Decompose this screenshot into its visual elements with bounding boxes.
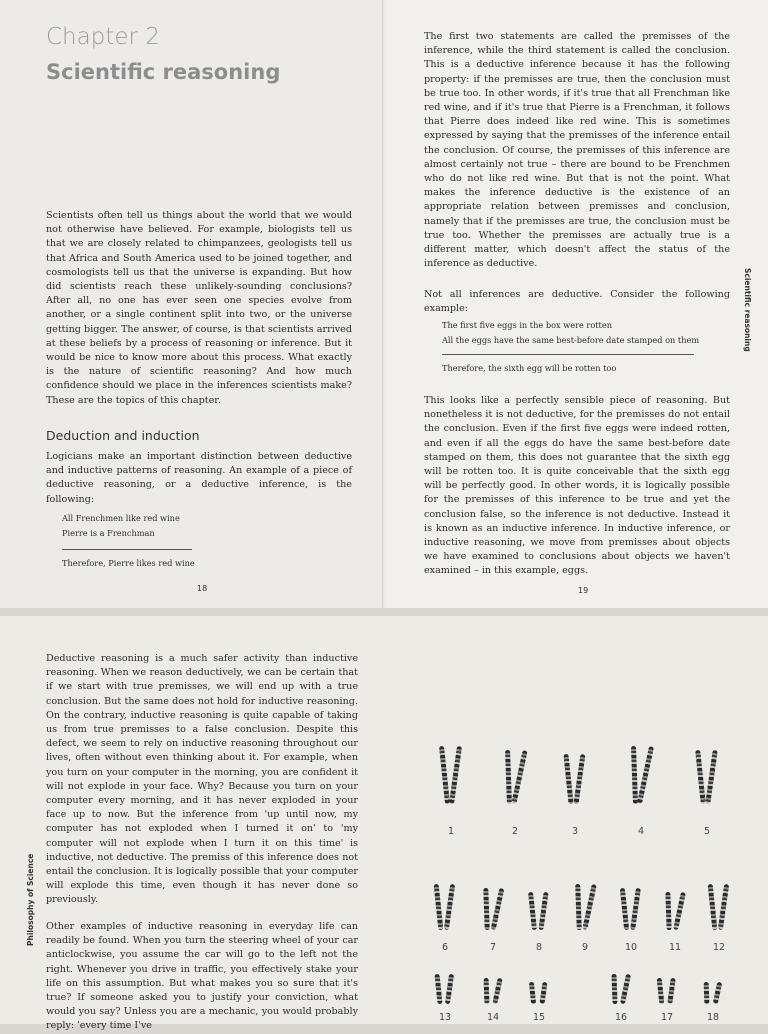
page19-paragraph-3: This looks like a perfectly sensible piece of reasoning. But nonetheless it is not deductive, for the premisses do not entail the conclusion. Even if the first five eggs were indeed rotten, and even if all the eggs do have the same best-before date stamped on them, this does not guarantee that the sixth egg will be rotten too. It is quite conceivable that the sixth egg will be perfectly good. In other words, it is logically possible for the premisses of this inference to be true and yet the conclusion false, so the inference is not deductive. Instead it is known as an inductive inference. In inductive inference, or inductive reasoning, we move from premisses about objects we have examined to conclusions about objects we haven't examined – in this example, eggs.	[424, 395, 730, 577]
page19-paragraph-1: The first two statements are called the premisses of the inference, while the third statement is called the conclusion. This is a deductive inference because it has the following property: if the premisses are true, then the conclusion must be true too. In other words, if it's true that all Frenchman like red wine, and if it's true that Pierre is a Frenchman, it follows that Pierre does indeed like red wine. This is sometimes expressed by saying that the premisses of the inference entail the conclusion. Of course, the premisses of this inference are almost certainly not true – there are bound to be Frenchmen who do not like red wine. But that is not the point. What makes the inference deductive is the existence of an appropriate relation between premisses and conclusion, namely that if the premisses are true, the conclusion must be true too. Whether the premisses are actually true is a different matter, which doesn't affect the status of the inference as deductive.	[424, 31, 730, 270]
chromosome	[511, 750, 527, 804]
chromosome-number-label: 16	[614, 1012, 628, 1023]
chromosome-number-label: 17	[660, 1012, 674, 1023]
egg-premise-1: The first five eggs in the box were rotten	[442, 320, 612, 330]
chromosome	[574, 754, 586, 804]
chromosome	[620, 888, 629, 930]
chromosome	[718, 884, 729, 930]
chromosome-number-label: 8	[535, 942, 543, 953]
example-conclusion: Therefore, Pierre likes red wine	[62, 558, 195, 568]
section-heading: Deduction and induction	[46, 428, 200, 443]
chromosome	[657, 978, 665, 1004]
chromosome-number-label: 4	[637, 826, 645, 837]
egg-conclusion: Therefore, the sixth egg will be rotten too	[442, 363, 617, 373]
chromosome	[528, 892, 537, 930]
chromosome	[575, 884, 582, 930]
running-head-right: Scientific reasoning	[743, 268, 752, 352]
chromosome	[582, 884, 596, 930]
chromosome	[434, 884, 444, 930]
chromosome	[673, 892, 686, 930]
chromosome	[439, 746, 450, 804]
chromosome	[505, 750, 512, 804]
chromosome-number-label: 5	[703, 826, 711, 837]
chromosome-number-label: 18	[706, 1012, 720, 1023]
chromosome-number-label: 6	[441, 942, 449, 953]
page20-paragraph-1: Deductive reasoning is a much safer activity than inductive reasoning. When we reason deductively, we can be certain that if we start with true premisses, we will end up with a true conclusion. But the same does not hold for inductive reasoning. On the contrary, inductive reasoning is quite capable of taking us from true premisses to a false conclusion. Despite this defect, we seem to rely on inductive reasoning throughout our lives, often without even thinking about it. For example, when you turn on your computer in the morning, you are confident it will not explode in your face. Why? Because you turn on your computer every morning, and it has never exploded in your face up to now. But the inference from 'up until now, my computer has not exploded when I turned it on' to 'my computer will not explode when I turn it on this time' is inductive, not deductive. The premiss of this inference does not entail the conclusion. It is logically possible that your computer will explode this time, even though it has never done so previously.	[46, 653, 358, 906]
chromosome	[444, 884, 455, 930]
chromosome	[708, 884, 718, 930]
chromosome	[434, 974, 442, 1004]
egg-premise-2: All the eggs have the same best-before date stamped on them	[442, 335, 700, 345]
page-20	[0, 616, 392, 1032]
chromosome	[492, 978, 502, 1004]
page20-paragraph-2: Other examples of inductive reasoning in everyday life can readily be found. When you turn the steering wheel of your car anticlockwise, you assume the car will go to the left not the right. Whenever you drive in traffic, you effectively stake your life on this assumption. But what makes you so sure that it's true? If someone asked you to justify your conviction, what would you say? Unless you are a mechanic, you would probably reply: 'every time I've	[46, 921, 358, 1032]
running-head-left: Philosophy of Science	[26, 853, 35, 946]
chromosome	[539, 982, 547, 1004]
chromosome	[704, 982, 710, 1004]
chromosome	[445, 974, 454, 1004]
chromosome	[631, 746, 638, 804]
chromosome-number-label: 1	[447, 826, 455, 837]
chromosome-number-label: 13	[438, 1012, 452, 1023]
egg-inference-line	[442, 354, 694, 355]
chromosome	[449, 746, 462, 804]
chromosome-number-label: 3	[571, 826, 579, 837]
section-paragraph: Logicians make an important distinction between deductive and inductive patterns of reasoning. An example of a piece of deductive reasoning, or a deductive inference, is the following:	[46, 451, 352, 505]
page-18	[0, 0, 384, 608]
chromosome	[705, 750, 717, 804]
chromosome-number-label: 15	[532, 1012, 546, 1023]
chromosome	[611, 974, 617, 1004]
chromosome	[695, 750, 706, 804]
chromosome	[538, 892, 548, 930]
page-19	[384, 0, 768, 608]
chromosome	[484, 978, 490, 1004]
chromosome	[665, 892, 671, 930]
example-premise-2: Pierre is a Frenchman	[62, 528, 155, 538]
example-premise-1: All Frenchmen like red wine	[62, 513, 180, 523]
chromosome	[630, 888, 641, 930]
chromosome	[667, 978, 676, 1004]
inference-line	[62, 549, 192, 550]
chromosome	[713, 982, 722, 1005]
chromosome-number-label: 14	[486, 1012, 500, 1023]
chapter-number: Chapter 2	[46, 24, 160, 50]
chapter-title: Scientific reasoning	[46, 60, 281, 84]
chromosome	[620, 974, 631, 1004]
page19-paragraph-2: Not all inferences are deductive. Consider the following example:	[424, 289, 730, 315]
chromosome-number-label: 11	[668, 942, 682, 953]
bottom-spread	[0, 616, 768, 1032]
intro-paragraph: Scientists often tell us things about the world that we would not otherwise have believed. For example, biologists tell us that we are closely related to chimpanzees, geologists tell us that Africa and South America used to be joined together, and cosmologists tell us that the universe is expanding. But how did scientists reach these unlikely-sounding conclusions? After all, no one has ever seen one species evolve from another, or a single continent split into two, or the universe getting bigger. The answer, of course, is that scientists arrived at these beliefs by a process of reasoning or inference. But it would be nice to know more about this process. What exactly is the nature of scientific reasoning? And how much confidence should we place in the inferences scientists make? These are the topics of this chapter.	[46, 210, 352, 406]
chromosome-number-label: 10	[624, 942, 638, 953]
chromosome-number-label: 7	[489, 942, 497, 953]
book-gutter	[382, 0, 386, 608]
chromosome	[529, 982, 536, 1004]
chromosome	[563, 754, 573, 804]
karyotype-figure	[418, 726, 758, 1024]
chromosome-number-label: 9	[581, 942, 589, 953]
chromosome	[491, 888, 505, 930]
page-number-18: 18	[197, 584, 208, 593]
chromosome-number-label: 12	[712, 942, 726, 953]
chromosome	[483, 888, 489, 930]
page-number-19: 19	[578, 586, 589, 595]
chromosome	[637, 746, 654, 804]
chromosome-number-label: 2	[511, 826, 519, 837]
